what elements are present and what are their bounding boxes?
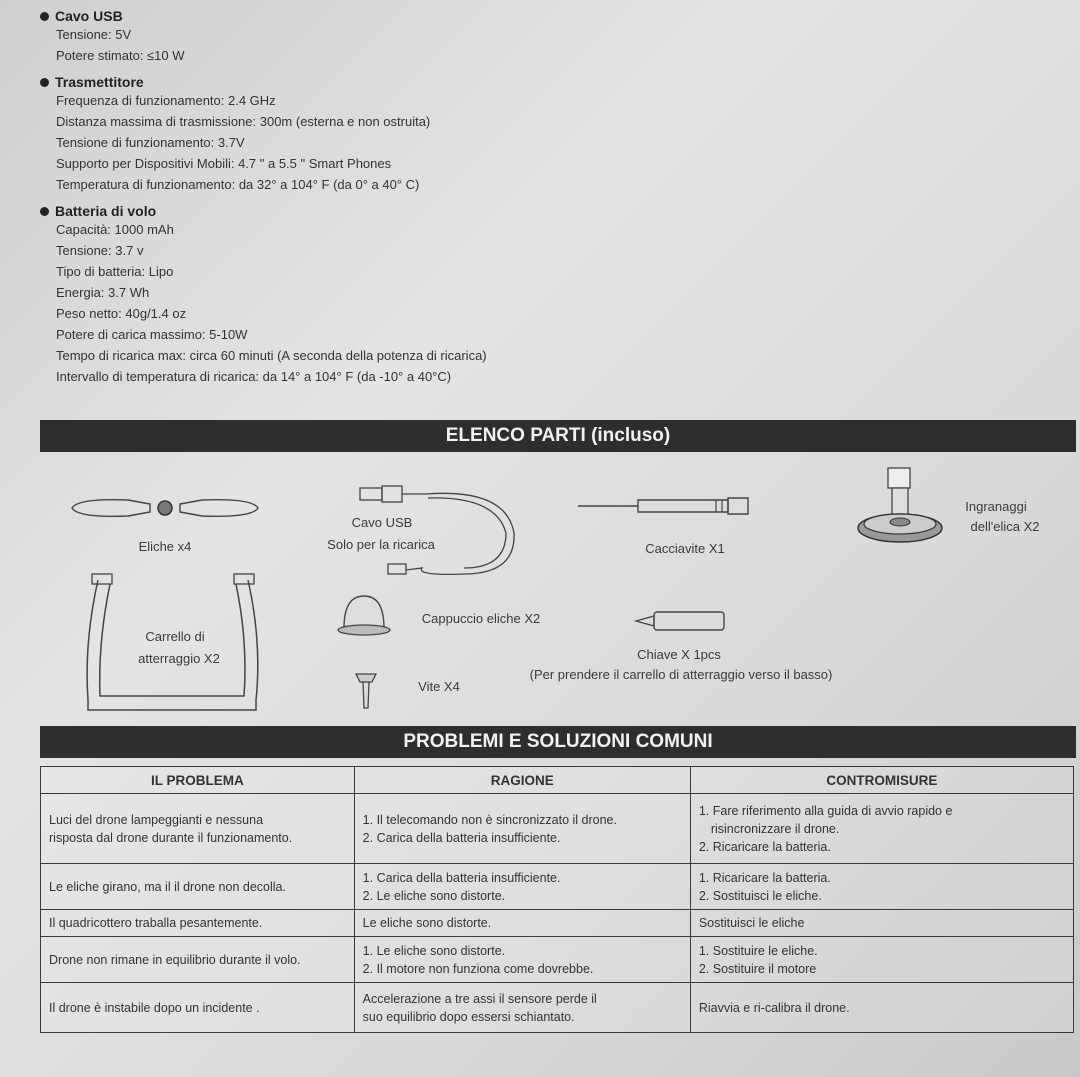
- header-problem: IL PROBLEMA: [41, 767, 355, 794]
- spec-usb-title: Cavo USB: [55, 8, 123, 24]
- fix-cell: 1. Sostituire le eliche. 2. Sostituire il motore: [690, 937, 1073, 983]
- bullet-icon: [40, 12, 49, 21]
- spec-line: Capacità: 1000 mAh: [56, 222, 174, 237]
- reason-cell: 1. Le eliche sono distorte. 2. Il motore non funziona come dovrebbe.: [354, 937, 690, 983]
- screw-icon: [352, 668, 380, 712]
- key-label: Chiave X 1pcs: [637, 647, 721, 662]
- spec-line: Tensione di funzionamento: 3.7V: [56, 135, 245, 150]
- spec-line: Tensione: 5V: [56, 27, 132, 42]
- propeller-icon: [68, 490, 262, 526]
- landing-gear-label-2: atterraggio X2: [138, 651, 220, 666]
- spec-line: Temperatura di funzionamento: da 32° a 104° F (da 0° a 40° C): [56, 177, 420, 192]
- spec-battery: [40, 203, 680, 387]
- spec-line: Supporto per Dispositivi Mobili: 4.7 " a 5.5 " Smart Phones: [56, 156, 392, 171]
- parts-section-title: ELENCO PARTI (incluso): [40, 420, 1076, 452]
- screws-label: Vite X4: [418, 679, 460, 694]
- usb-cable-note: Solo per la ricarica: [327, 537, 435, 552]
- spec-transmitter-title: Trasmettitore: [55, 74, 144, 90]
- landing-gear-icon: [80, 572, 264, 720]
- problem-cell: Luci del drone lampeggianti e nessuna risposta dal drone durante il funzionamento.: [41, 794, 355, 864]
- reason-cell: Accelerazione a tre assi il sensore perde il suo equilibrio dopo essersi schiantato.: [354, 983, 690, 1033]
- spec-line: Peso netto: 40g/1.4 oz: [56, 306, 187, 321]
- spec-line: Potere stimato: ≤10 W: [56, 48, 185, 63]
- prop-cap-label: Cappuccio eliche X2: [421, 611, 541, 626]
- table-row: [41, 864, 1074, 910]
- problem-cell: Il drone è instabile dopo un incidente .: [41, 983, 355, 1033]
- problem-cell: Il quadricottero traballa pesantemente.: [41, 910, 355, 937]
- landing-gear-label-1: Carrello di: [145, 629, 205, 644]
- table-row: [41, 910, 1074, 937]
- fix-cell: 1. Ricaricare la batteria. 2. Sostituisci le eliche.: [690, 864, 1073, 910]
- spec-line: Tensione: 3.7 v: [56, 243, 144, 258]
- key-note: (Per prendere il carrello di atterraggio verso il basso): [529, 667, 833, 682]
- screwdriver-label: Cacciavite X1: [645, 541, 725, 556]
- table-row: [41, 983, 1074, 1033]
- table-row: [41, 937, 1074, 983]
- key-icon: [632, 606, 728, 636]
- specifications: [40, 8, 680, 395]
- bullet-icon: [40, 207, 49, 216]
- propellers-label: Eliche x4: [138, 539, 192, 554]
- bullet-icon: [40, 78, 49, 87]
- spec-line: Tipo di batteria: Lipo: [56, 264, 174, 279]
- spec-line: Potere di carica massimo: 5-10W: [56, 327, 248, 342]
- reason-cell: 1. Carica della batteria insufficiente. 2. Le eliche sono distorte.: [354, 864, 690, 910]
- spec-transmitter: [40, 74, 680, 195]
- spec-line: Distanza massima di trasmissione: 300m (esterna e non ostruita): [56, 114, 431, 129]
- header-fix: CONTROMISURE: [690, 767, 1073, 794]
- fix-cell: Sostituisci le eliche: [690, 910, 1073, 937]
- spec-line: Energia: 3.7 Wh: [56, 285, 150, 300]
- spec-line: Intervallo di temperatura di ricarica: da 14° a 104° F (da -10° a 40°C): [56, 369, 452, 384]
- spec-line: Frequenza di funzionamento: 2.4 GHz: [56, 93, 276, 108]
- problems-section-title: PROBLEMI E SOLUZIONI COMUNI: [40, 726, 1076, 758]
- usb-cable-label: Cavo USB: [351, 515, 413, 530]
- problem-cell: Drone non rimane in equilibrio durante il volo.: [41, 937, 355, 983]
- reason-cell: 1. Il telecomando non è sincronizzato il drone. 2. Carica della batteria insufficiente.: [354, 794, 690, 864]
- gears-label-2: dell'elica X2: [970, 519, 1040, 534]
- header-reason: RAGIONE: [354, 767, 690, 794]
- problem-cell: Le eliche girano, ma il il drone non decolla.: [41, 864, 355, 910]
- prop-cap-icon: [334, 592, 394, 638]
- fix-cell: Riavvia e ri-calibra il drone.: [690, 983, 1073, 1033]
- reason-cell: Le eliche sono distorte.: [354, 910, 690, 937]
- spec-battery-title: Batteria di volo: [55, 203, 157, 219]
- table-header-row: [41, 767, 1074, 794]
- troubleshooting-table: [40, 766, 1074, 1033]
- gears-label-1: Ingranaggi: [965, 499, 1027, 514]
- table-row: [41, 794, 1074, 864]
- parts-list: [40, 460, 1076, 720]
- spec-line: Tempo di ricarica max: circa 60 minuti (A seconda della potenza di ricarica): [56, 348, 487, 363]
- spec-usb: [40, 8, 680, 66]
- fix-cell: 1. Fare riferimento alla guida di avvio rapido e risincronizzare il drone. 2. Ricaricare la batteria.: [690, 794, 1073, 864]
- screwdriver-icon: [576, 494, 752, 518]
- gear-icon: [854, 464, 950, 550]
